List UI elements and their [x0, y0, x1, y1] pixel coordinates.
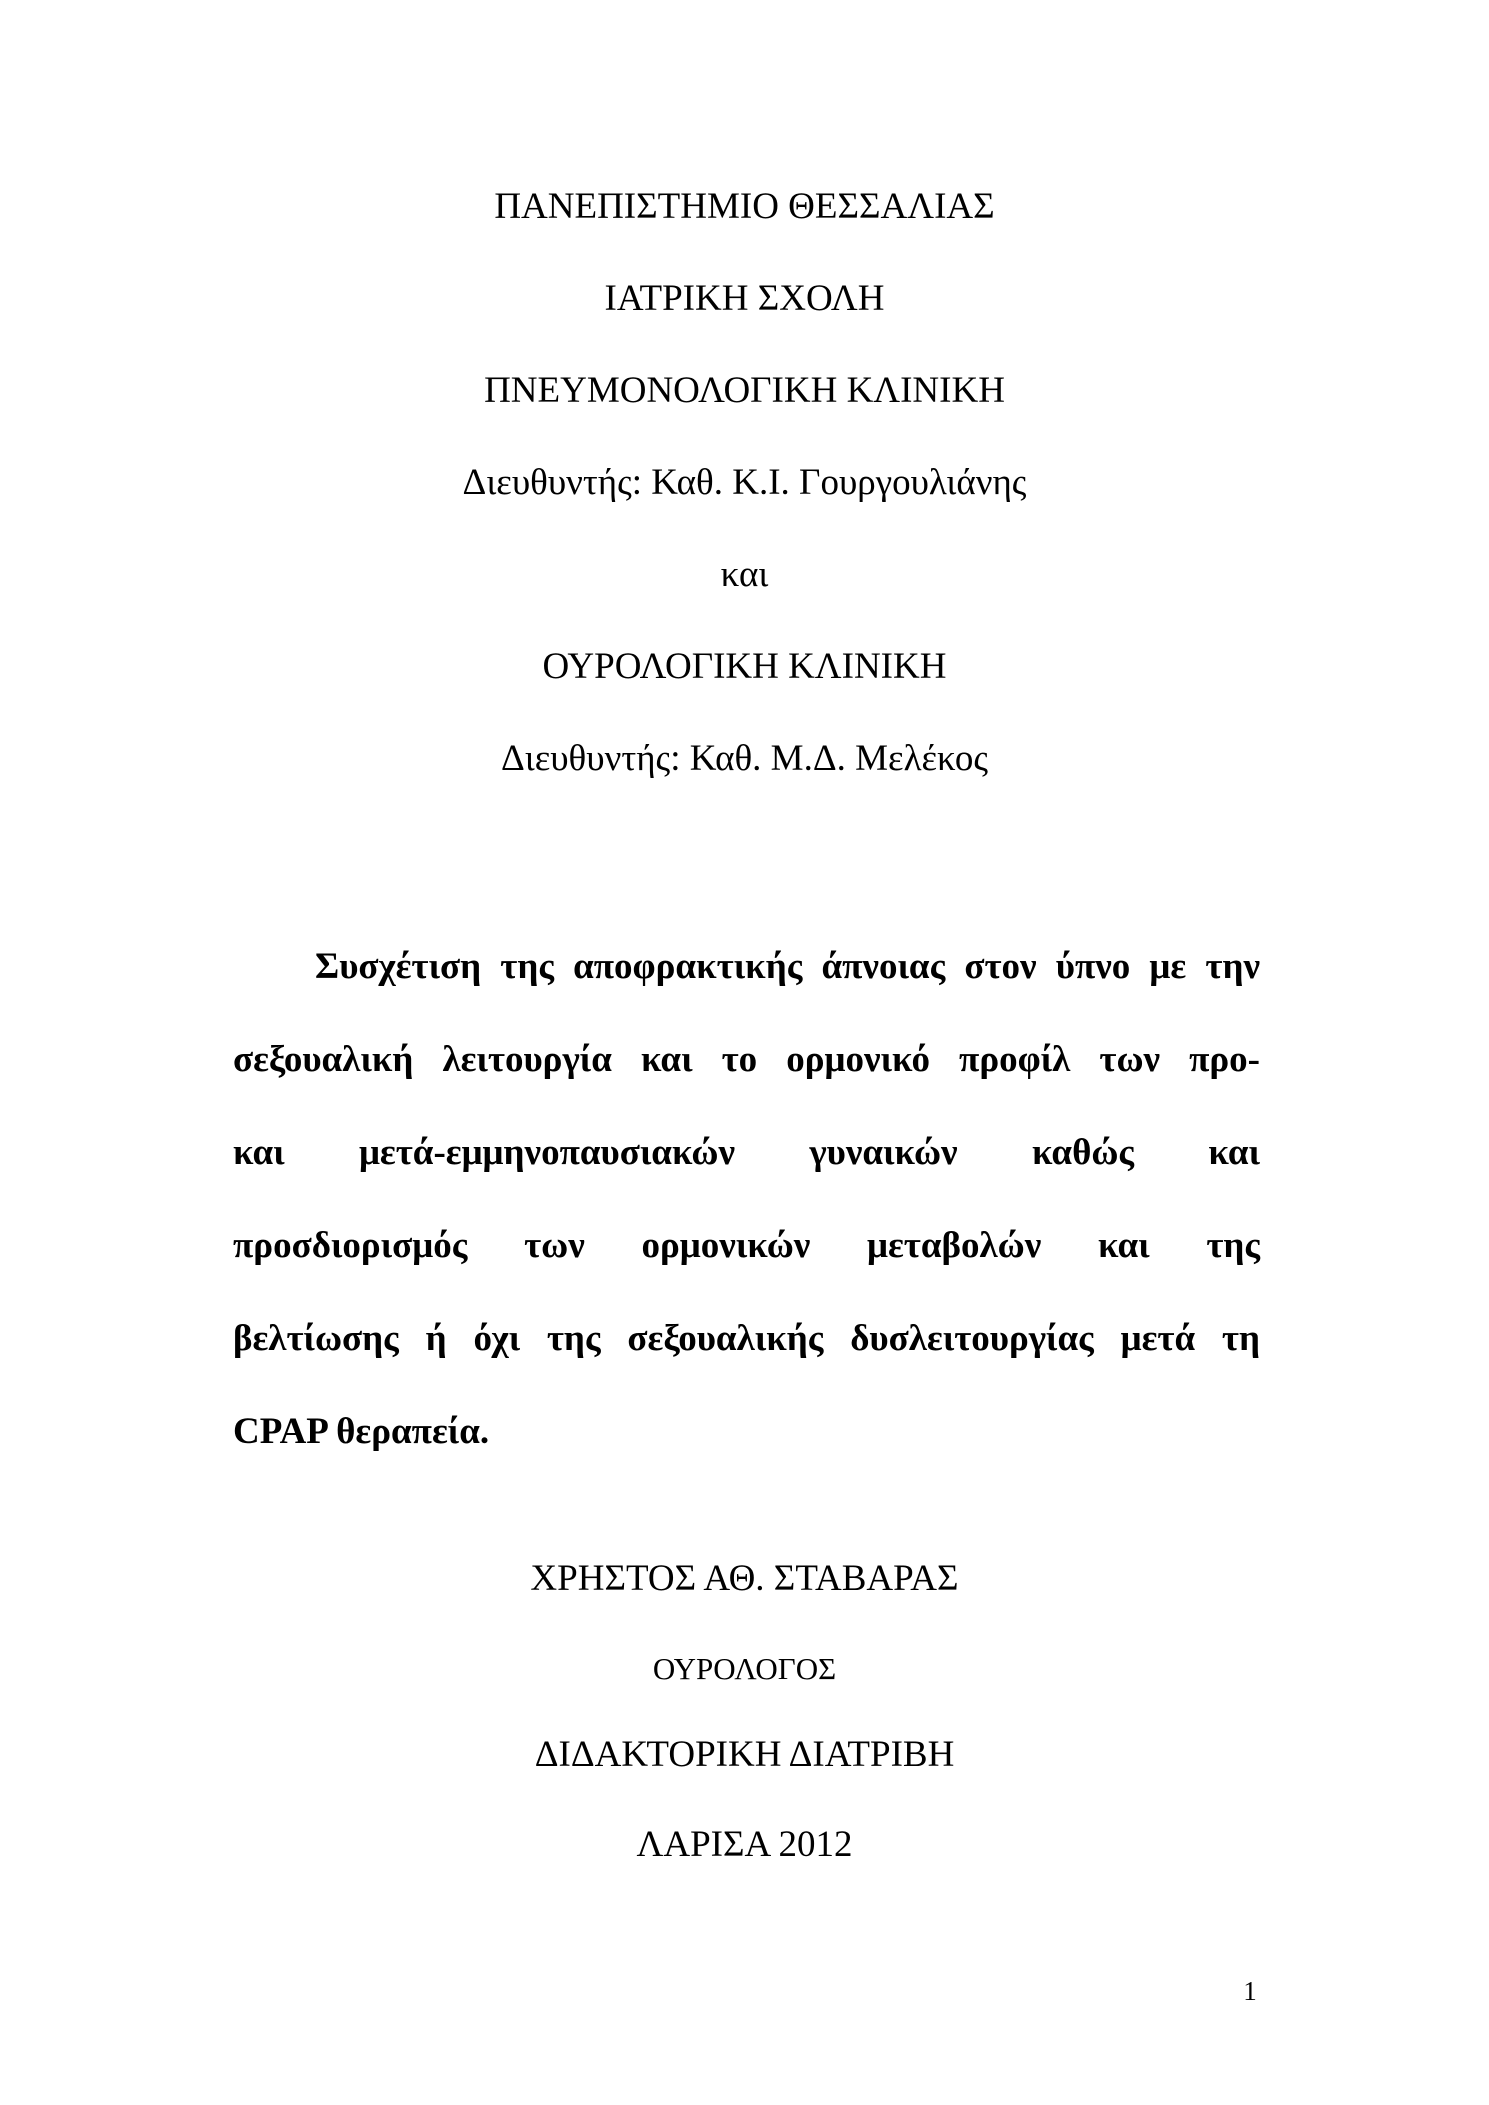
thesis-title-line: βελτίωσης ή όχι της σεξουαλικής δυσλειτουργίας μετά τη [233, 1318, 1260, 1359]
thesis-title-line: σεξουαλική λειτουργία και το ορμονικό προφίλ των προ- [233, 1039, 1260, 1080]
clinic-name-urology: ΟΥΡΟΛΟΓΙΚΗ ΚΛΙΝΙΚΗ [542, 646, 947, 687]
clinic-name-pulmonology: ΠΝΕΥΜΟΝΟΛΟΓΙΚΗ ΚΛΙΝΙΚΗ [484, 370, 1005, 411]
place-and-year: ΛΑΡΙΣΑ 2012 [636, 1824, 853, 1865]
thesis-title-line: προσδιορισμός των ορμονικών μεταβολών και της [233, 1225, 1260, 1266]
page-number: 1 [1243, 1976, 1257, 2006]
document-type: ΔΙΔΑΚΤΟΡΙΚΗ ΔΙΑΤΡΙΒΗ [534, 1734, 955, 1775]
author-name: ΧΡΗΣΤΟΣ ΑΘ. ΣΤΑΒΑΡΑΣ [530, 1558, 959, 1599]
conjunction-text: και [720, 554, 769, 595]
thesis-title-line: CPAP θεραπεία. [233, 1411, 490, 1452]
director-urology: Διευθυντής: Καθ. Μ.Δ. Μελέκος [500, 738, 989, 779]
author-specialty: ΟΥΡΟΛΟΓΟΣ [652, 1651, 837, 1686]
university-name: ΠΑΝΕΠΙΣΤΗΜΙΟ ΘΕΣΣΑΛΙΑΣ [494, 186, 995, 227]
thesis-title [233, 920, 1260, 1478]
school-name: ΙΑΤΡΙΚΗ ΣΧΟΛΗ [604, 278, 885, 319]
thesis-title-line: και μετά-εμμηνοπαυσιακών γυναικών καθώς και [233, 1132, 1260, 1173]
thesis-title-line: Συσχέτιση της αποφρακτικής άπνοιας στον ύπνο με την [315, 946, 1260, 987]
director-pulmonology: Διευθυντής: Καθ. Κ.Ι. Γουργουλιάνης [462, 462, 1027, 503]
